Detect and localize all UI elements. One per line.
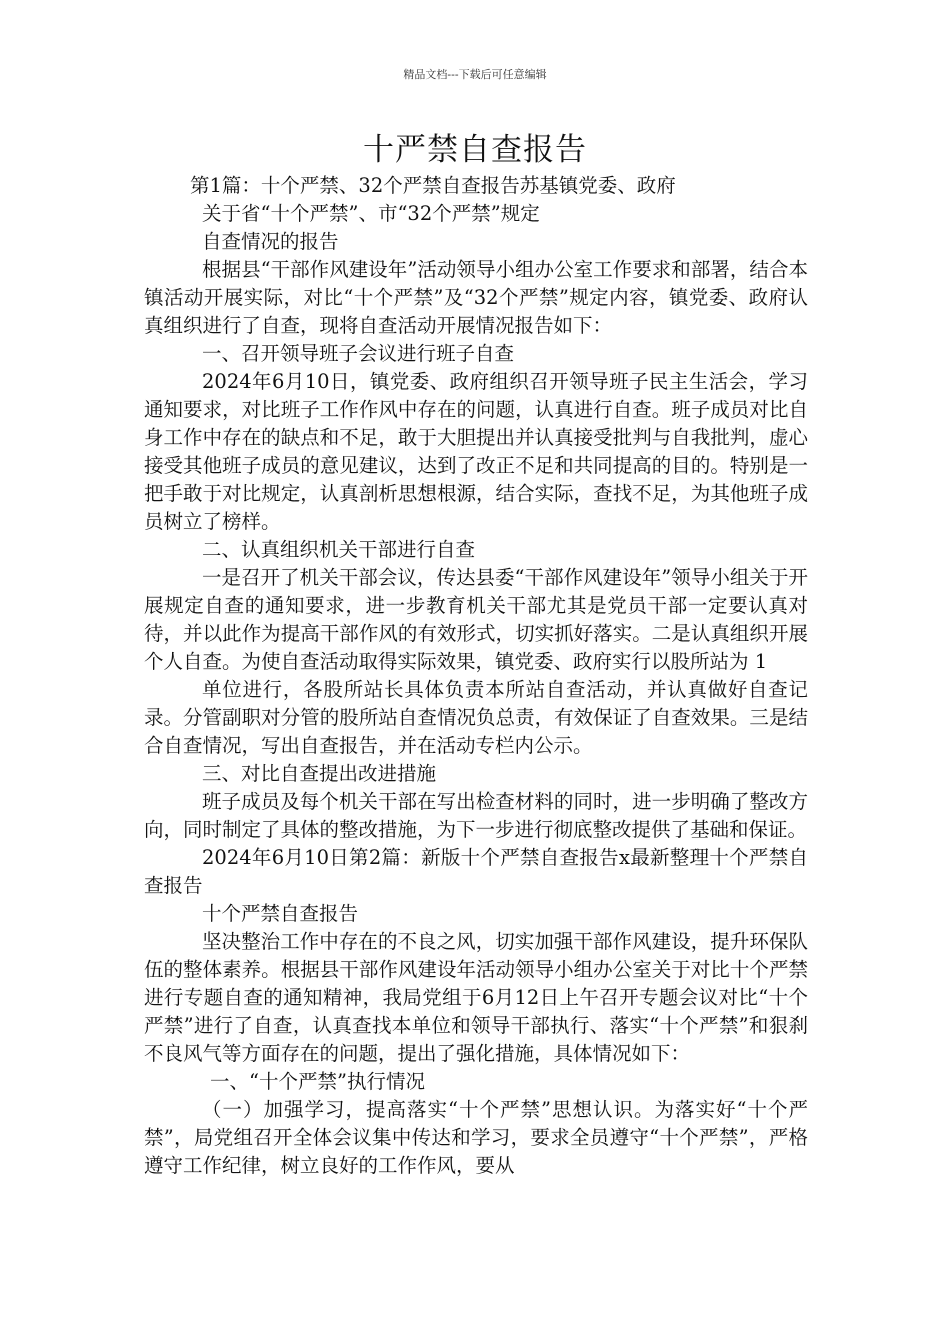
- paragraph: 一、“十个严禁”执行情况: [210, 1070, 425, 1093]
- paragraph: 三、对比自查提出改进措施: [202, 762, 437, 785]
- document-body: [144, 172, 808, 1180]
- paragraph: 自查情况的报告: [202, 230, 339, 253]
- paragraph: 一是召开了机关干部会议，传达县委“干部作风建设年”领导小组关于开展规定自查的通知要求，进一步教育机关干部尤其是党员干部一定要认真对待，并以此作为提高干部作风的有效形式，切实抓好落实。二是认真组织开展个人自查。为使自查活动取得实际效果，镇党委、政府实行以股所站为 1: [144, 566, 808, 673]
- paragraph: 十个严禁自查报告: [202, 902, 359, 925]
- paragraph: （一）加强学习，提高落实“十个严禁”思想认识。为落实好“十个严禁”，局党组召开全体会议集中传达和学习，要求全员遵守“十个严禁”，严格遵守工作纪律，树立良好的工作作风，要从: [144, 1098, 808, 1177]
- paragraph: 第1篇：十个严禁、32个严禁自查报告苏基镇党委、政府: [190, 174, 676, 197]
- paragraph: 坚决整治工作中存在的不良之风，切实加强干部作风建设，提升环保队伍的整体素养。根据县干部作风建设年活动领导小组办公室关于对比十个严禁进行专题自查的通知精神，我局党组于6月12日上午召开专题会议对比“十个严禁”进行了自查，认真查找本单位和领导干部执行、落实“十个严禁”和狠刹不良风气等方面存在的问题，提出了强化措施，具体情况如下：: [144, 930, 808, 1065]
- paragraph: 2024年6月10日第2篇：新版十个严禁自查报告x最新整理十个严禁自查报告: [144, 846, 808, 897]
- paragraph: 2024年6月10日，镇党委、政府组织召开领导班子民主生活会，学习通知要求，对比班子工作作风中存在的问题，认真进行自查。班子成员对比自身工作中存在的缺点和不足，敢于大胆提出并认真接受批判与自我批判，虚心接受其他班子成员的意见建议，达到了改正不足和共同提高的目的。特别是一把手敢于对比规定，认真剖析思想根源，结合实际，查找不足，为其他班子成员树立了榜样。: [144, 370, 808, 533]
- paragraph: 一、召开领导班子会议进行班子自查: [202, 342, 515, 365]
- page-title: 十严禁自查报告: [363, 132, 587, 168]
- paragraph: 二、认真组织机关干部进行自查: [202, 538, 476, 561]
- paragraph: 关于省“十个严禁”、市“32个严禁”规定: [202, 202, 540, 225]
- header-note: 精品文档---下载后可任意编辑: [403, 68, 547, 81]
- paragraph: 根据县“干部作风建设年”活动领导小组办公室工作要求和部署，结合本镇活动开展实际，对比“十个严禁”及“32个严禁”规定内容，镇党委、政府认真组织进行了自查，现将自查活动开展情况报告如下：: [144, 258, 808, 337]
- paragraph: 班子成员及每个机关干部在写出检查材料的同时，进一步明确了整改方向，同时制定了具体的整改措施，为下一步进行彻底整改提供了基础和保证。: [144, 790, 808, 841]
- paragraph: 单位进行，各股所站长具体负责本所站自查活动，并认真做好自查记录。分管副职对分管的股所站自查情况负总责，有效保证了自查效果。三是结合自查情况，写出自查报告，并在活动专栏内公示。: [144, 678, 808, 757]
